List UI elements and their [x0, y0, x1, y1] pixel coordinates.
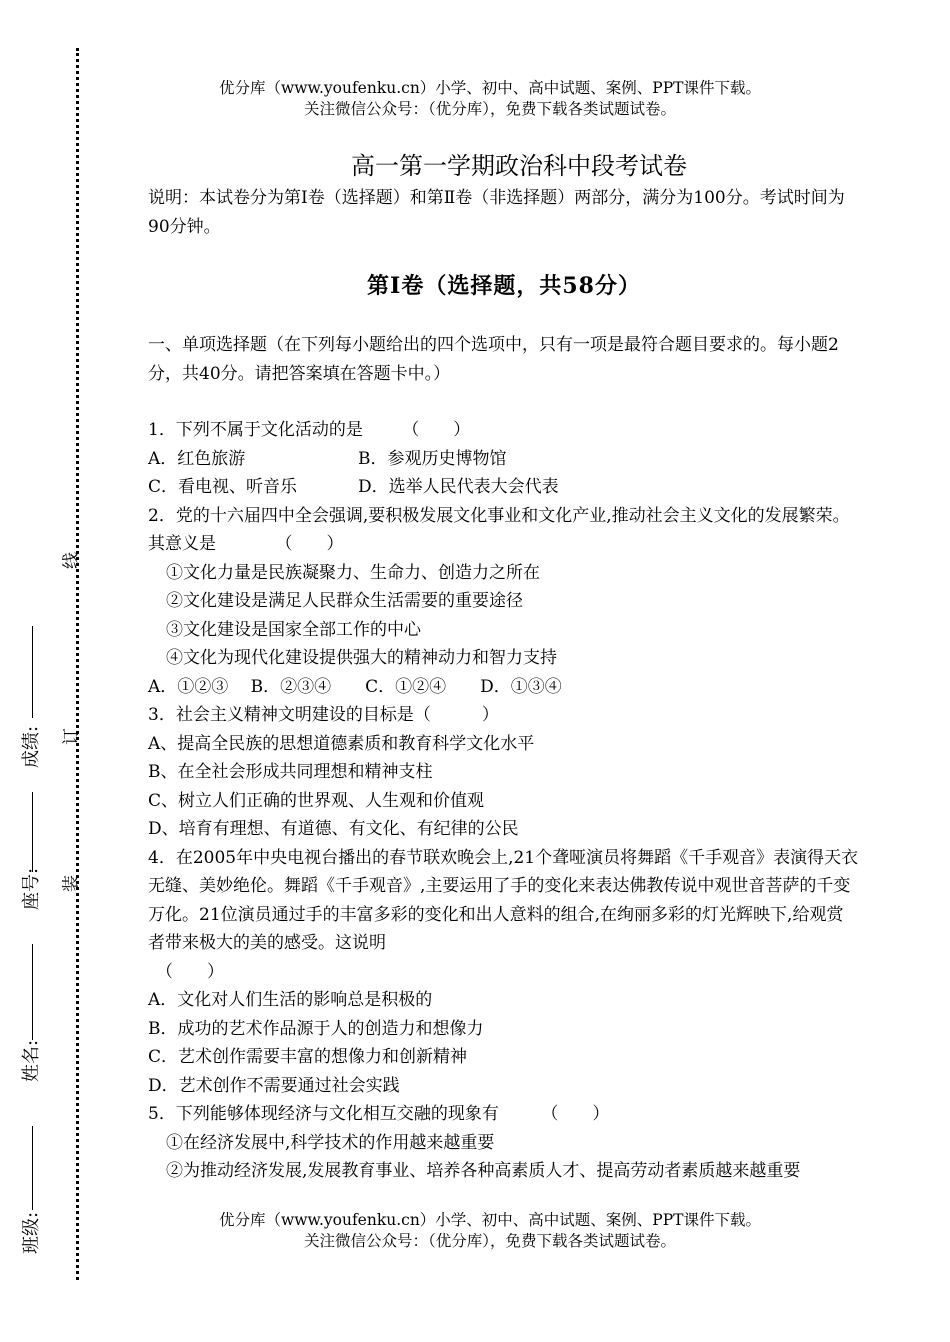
question-5-statement-2: ②为推动经济发展,发展教育事业、培养各种高素质人才、提高劳动者素质越来越重要	[166, 1161, 801, 1181]
question-3-option-c: C、树立人们正确的世界观、人生观和价值观	[148, 790, 485, 811]
footer-banner-line-2: 关注微信公众号：（优分库），免费下载各类试题试卷。	[303, 1232, 676, 1250]
header-banner	[120, 78, 860, 120]
question-3-option-d: D、培育有理想、有道德、有文化、有纪律的公民	[148, 819, 519, 839]
binding-dotted-line	[76, 48, 79, 1280]
binding-word-zhuang: 装	[61, 875, 82, 892]
footer-banner	[120, 1210, 860, 1252]
binding-word-ding: 订	[61, 728, 82, 745]
question-2-options: A．①②③ B．②③④ C．①②④ D．①③④	[148, 676, 562, 697]
question-4-option-d: D．艺术创作不需要通过社会实践	[148, 1075, 400, 1096]
question-1-stem: 1．下列不属于文化活动的是 （ ）	[148, 420, 471, 440]
class-field-label: 班级:	[21, 1211, 42, 1255]
question-1-option-b: B．参观历史博物馆	[358, 448, 507, 469]
question-1-option-a: A．红色旅游	[148, 448, 246, 469]
question-1-options-row-2	[148, 473, 860, 502]
class-fill-line	[32, 1126, 33, 1210]
question-2-statement-4: ④文化为现代化建设提供强大的精神动力和智力支持	[166, 648, 557, 668]
question-1-option-c: C．看电视、听音乐	[148, 477, 298, 497]
question-4-option-b: B．成功的艺术作品源于人的创造力和想像力	[148, 1018, 484, 1039]
question-4-option-c: C．艺术创作需要丰富的想像力和创新精神	[148, 1047, 468, 1067]
banner-line-2: 关注微信公众号：（优分库），免费下载各类试题试卷。	[303, 100, 676, 118]
question-2-statement-2: ②文化建设是满足人民群众生活需要的重要途径	[166, 591, 523, 611]
question-2-statement-1: ①文化力量是民族凝聚力、生命力、创造力之所在	[166, 562, 540, 583]
exam-title: 高一第一学期政治科中段考试卷	[351, 152, 687, 180]
question-4-stem: 4．在2005年中央电视台播出的春节联欢晚会上,21个聋哑演员将舞蹈《千手观音》表演得天衣无缝、美妙绝伦。舞蹈《千手观音》,主要运用了手的变化来表达佛教传说中观世音菩萨的千变万化。21位演员通过手的丰富多彩的变化和出人意料的组合,在绚丽多彩的灯光辉映下,给观赏者带来极大的美的感受。这说明	[148, 847, 859, 953]
score-field-label: 成绩:	[21, 725, 42, 769]
banner-line-1: 优分库（www.youfenku.cn）小学、初中、高中试题、案例、PPT课件下载。	[218, 79, 762, 97]
question-4-answer-blank: （ ）	[156, 961, 224, 982]
exam-body	[148, 150, 860, 1186]
score-fill-line	[32, 626, 33, 718]
name-field-label: 姓名:	[21, 1039, 42, 1083]
question-2-statement-3: ③文化建设是国家全部工作的中心	[166, 619, 421, 640]
question-1-option-d: D．选举人民代表大会代表	[358, 477, 559, 497]
seat-field-label: 座号:	[21, 867, 42, 911]
question-1-options-row-1	[148, 445, 860, 474]
question-3-option-a: A、提高全民族的思想道德素质和教育科学文化水平	[148, 733, 535, 754]
section-1-heading: 第Ⅰ卷（选择题，共58分）	[367, 273, 641, 299]
footer-banner-line-1: 优分库（www.youfenku.cn）小学、初中、高中试题、案例、PPT课件下载。	[218, 1211, 762, 1229]
seat-fill-line	[32, 792, 33, 872]
part-1-instructions: 一、单项选择题（在下列每小题给出的四个选项中，只有一项是最符合题目要求的。每小题2分，共40分。请把答案填在答题卡中。）	[148, 335, 839, 384]
question-3-stem: 3．社会主义精神文明建设的目标是（ ）	[148, 705, 499, 725]
binding-word-xian: 线	[61, 552, 82, 569]
question-5-stem: 5．下列能够体现经济与文化相互交融的现象有 （ ）	[148, 1104, 610, 1124]
question-2-stem: 2．党的十六届四中全会强调,要积极发展文化事业和文化产业,推动社会主义文化的发展繁荣。其意义是 （ ）	[148, 505, 850, 554]
name-fill-line	[32, 944, 33, 1040]
question-4-option-a: A．文化对人们生活的影响总是积极的	[148, 990, 433, 1010]
question-3-option-b: B、在全社会形成共同理想和精神支柱	[148, 762, 433, 782]
exam-intro: 说明：本试卷分为第Ⅰ卷（选择题）和第Ⅱ卷（非选择题）两部分，满分为100分。考试时间为90分钟。	[148, 188, 845, 237]
question-5-statement-1: ①在经济发展中,科学技术的作用越来越重要	[166, 1132, 495, 1153]
